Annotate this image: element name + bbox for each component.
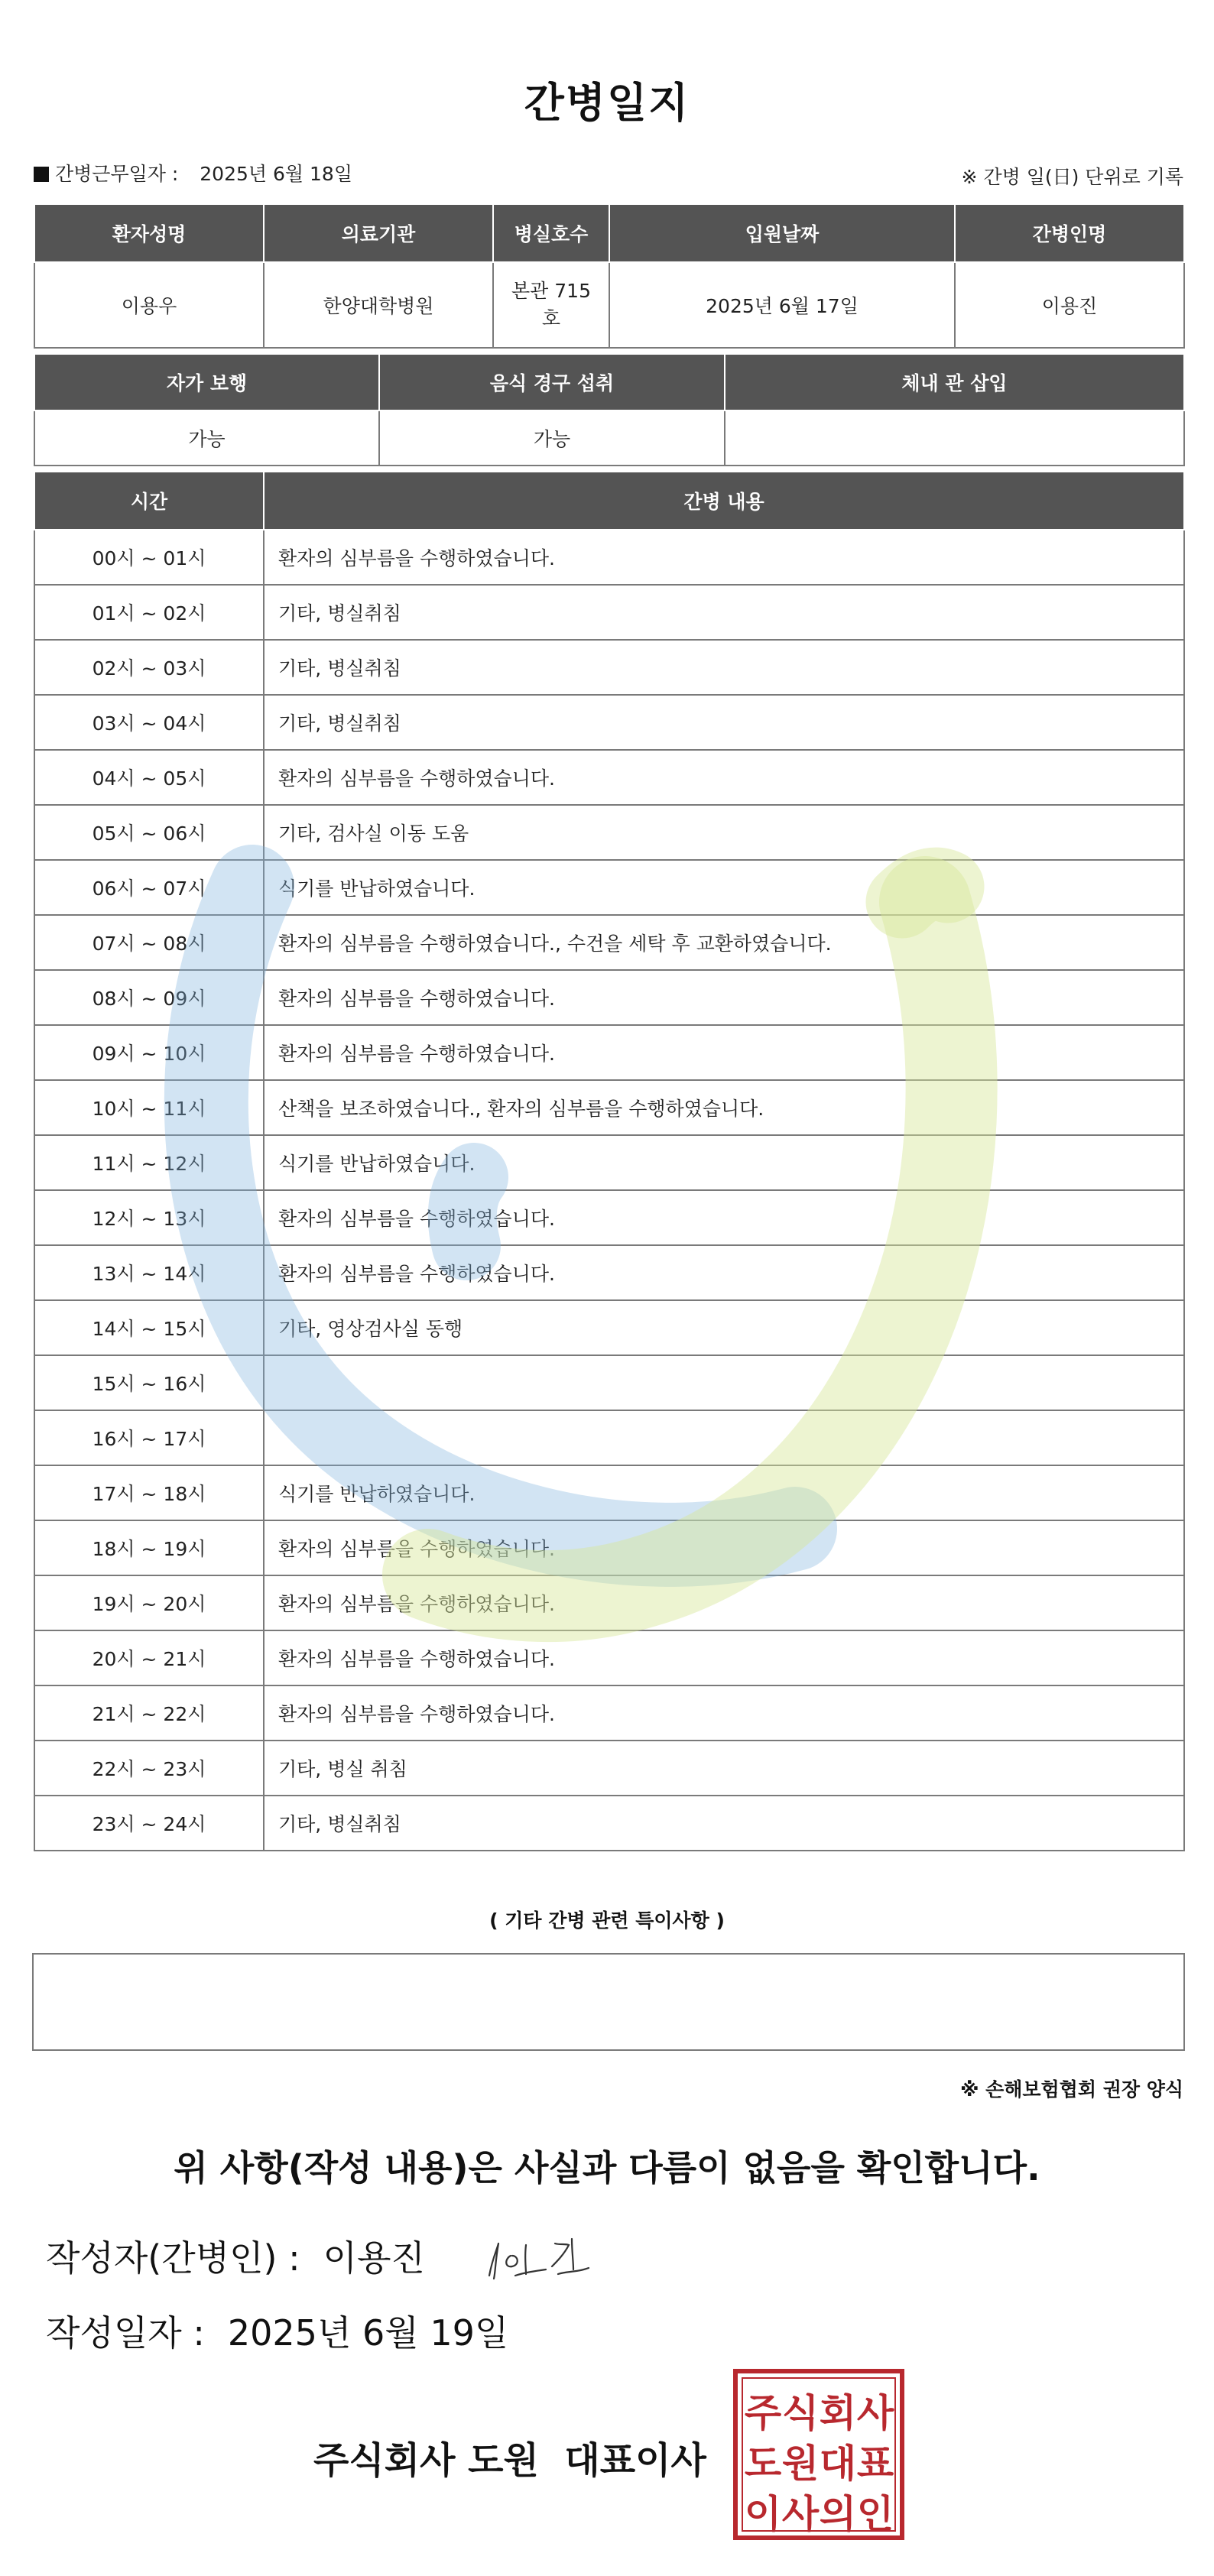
written-date-line: [46, 2305, 508, 2356]
care-log-row: [34, 1025, 1184, 1080]
care-log-content: 식기를 반납하였습니다.: [264, 1465, 1184, 1520]
care-log-content: 환자의 심부름을 수행하였습니다.: [264, 1520, 1184, 1575]
company-representative: 주식회사 도원 대표이사: [313, 2439, 706, 2482]
seal-glyph: 식: [781, 2391, 820, 2435]
header-walking: 자가 보행: [34, 355, 379, 410]
care-log-row: [34, 1410, 1184, 1465]
care-log-row: [34, 585, 1184, 640]
care-log-time: 01시 ~ 02시: [34, 585, 264, 640]
oral-intake-status: 가능: [379, 410, 725, 466]
page-title: 간병일지: [524, 79, 690, 127]
seal-glyph: 주: [744, 2391, 782, 2435]
walking-status: 가능: [34, 410, 379, 466]
header-oral-intake: 음식 경구 섭취: [379, 355, 725, 410]
patient-status-row: [34, 410, 1184, 466]
care-log-row: [34, 750, 1184, 805]
care-log-row: [34, 970, 1184, 1025]
seal-glyph: 인: [856, 2492, 894, 2536]
tube-status: [725, 410, 1184, 466]
care-log-time: 04시 ~ 05시: [34, 750, 264, 805]
extra-notes-title: ( 기타 간병 관련 특이사항 ): [489, 1909, 725, 1932]
care-log-content: 기타, 병실취침: [264, 1796, 1184, 1851]
seal-glyph: 표: [856, 2441, 894, 2486]
care-log-time: 11시 ~ 12시: [34, 1135, 264, 1190]
seal-glyph: 이: [744, 2492, 782, 2536]
care-log-content: 식기를 반납하였습니다.: [264, 860, 1184, 915]
care-log-time: 06시 ~ 07시: [34, 860, 264, 915]
care-log-row: [34, 1741, 1184, 1796]
care-log-time: 19시 ~ 20시: [34, 1575, 264, 1630]
care-log-row: [34, 1465, 1184, 1520]
bottom-notice: ※ 손해보험협회 권장 양식: [960, 2078, 1183, 2101]
header-caregiver-name: 간병인명: [955, 205, 1184, 262]
admission-date: 2025년 6월 17일: [609, 262, 955, 348]
care-log-content: 기타, 영상검사실 동행: [264, 1300, 1184, 1355]
seal-glyph: 사: [781, 2492, 820, 2536]
written-date-label: 작성일자 :: [46, 2312, 205, 2354]
writer-name: 이용진: [323, 2237, 425, 2279]
handwritten-signature: [482, 2228, 604, 2289]
care-log-row: [34, 1135, 1184, 1190]
care-log-time: 10시 ~ 11시: [34, 1080, 264, 1135]
care-log-body: [34, 530, 1184, 1851]
company-seal-stamp: [732, 2368, 905, 2541]
seal-glyph: 사: [856, 2391, 894, 2435]
care-log-content: 환자의 심부름을 수행하였습니다.: [264, 1190, 1184, 1245]
patient-status-table: [34, 355, 1185, 466]
care-log-content: 기타, 병실취침: [264, 585, 1184, 640]
care-log-time: 14시 ~ 15시: [34, 1300, 264, 1355]
care-log-content: 환자의 심부름을 수행하였습니다.: [264, 750, 1184, 805]
care-log-row: [34, 805, 1184, 860]
seal-glyph: 의: [819, 2492, 857, 2536]
patient-name: 이용우: [34, 262, 264, 348]
care-log-row: [34, 1685, 1184, 1741]
care-log-row: [34, 1355, 1184, 1410]
care-log-content: 기타, 병실취침: [264, 640, 1184, 695]
care-log-row: [34, 1575, 1184, 1630]
care-log-time: 23시 ~ 24시: [34, 1796, 264, 1851]
care-log-time: 16시 ~ 17시: [34, 1410, 264, 1465]
patient-info-table: [34, 205, 1185, 349]
patient-info-header-row: [34, 205, 1184, 262]
header-hospital: 의료기관: [264, 205, 493, 262]
care-log-row: [34, 915, 1184, 970]
patient-status-header-row: [34, 355, 1184, 410]
care-log-content: 산책을 보조하였습니다., 환자의 심부름을 수행하였습니다.: [264, 1080, 1184, 1135]
care-log-time: 13시 ~ 14시: [34, 1245, 264, 1300]
header-time: 시간: [34, 472, 264, 530]
care-log-time: 17시 ~ 18시: [34, 1465, 264, 1520]
care-log-row: [34, 1190, 1184, 1245]
care-log-header-row: [34, 472, 1184, 530]
care-log-content: 환자의 심부름을 수행하였습니다.: [264, 1630, 1184, 1685]
care-log-row: [34, 530, 1184, 585]
care-log-content: 식기를 반납하였습니다.: [264, 1135, 1184, 1190]
care-log-content: 환자의 심부름을 수행하였습니다., 수건을 세탁 후 교환하였습니다.: [264, 915, 1184, 970]
care-log-time: 00시 ~ 01시: [34, 530, 264, 585]
care-log-content: 환자의 심부름을 수행하였습니다.: [264, 1025, 1184, 1080]
header-room: 병실호수: [493, 205, 609, 262]
care-log-content: 환자의 심부름을 수행하였습니다.: [264, 1575, 1184, 1630]
care-log-time: 12시 ~ 13시: [34, 1190, 264, 1245]
header-admission-date: 입원날짜: [609, 205, 955, 262]
seal-glyph: 대: [819, 2441, 857, 2486]
care-log-content: 환자의 심부름을 수행하였습니다.: [264, 530, 1184, 585]
care-log-table: [34, 472, 1185, 1851]
care-log-time: 21시 ~ 22시: [34, 1685, 264, 1741]
room-number: 본관 715호: [493, 262, 609, 348]
care-log-content: 기타, 병실취침: [264, 695, 1184, 750]
top-notice: ※ 간병 일(日) 단위로 기록: [961, 166, 1183, 188]
care-log-row: [34, 695, 1184, 750]
care-log-content: [264, 1355, 1184, 1410]
writer-line: [46, 2230, 425, 2281]
confirmation-statement: 위 사항(작성 내용)은 사실과 다름이 없음을 확인합니다.: [174, 2147, 1040, 2188]
care-log-content: [264, 1410, 1184, 1465]
care-log-content: 환자의 심부름을 수행하였습니다.: [264, 1245, 1184, 1300]
extra-notes-box: [32, 1953, 1185, 2051]
care-log-time: 07시 ~ 08시: [34, 915, 264, 970]
seal-glyph: 도: [744, 2441, 782, 2486]
care-log-time: 18시 ~ 19시: [34, 1520, 264, 1575]
patient-info-row: [34, 262, 1184, 348]
duty-date-label: 간병근무일자 :: [55, 163, 179, 185]
care-log-content: 환자의 심부름을 수행하였습니다.: [264, 1685, 1184, 1741]
square-bullet-icon: [34, 167, 49, 182]
care-log-time: 05시 ~ 06시: [34, 805, 264, 860]
care-log-row: [34, 1796, 1184, 1851]
caregiver-name: 이용진: [955, 262, 1184, 348]
care-log-time: 03시 ~ 04시: [34, 695, 264, 750]
care-log-row: [34, 1300, 1184, 1355]
writer-label: 작성자(간병인) :: [46, 2237, 300, 2279]
seal-glyph: 원: [781, 2441, 820, 2486]
header-tube: 체내 관 삽입: [725, 355, 1184, 410]
care-log-content: 기타, 병실 취침: [264, 1741, 1184, 1796]
seal-glyph: 회: [819, 2391, 857, 2435]
care-log-time: 08시 ~ 09시: [34, 970, 264, 1025]
care-log-content: 기타, 검사실 이동 도움: [264, 805, 1184, 860]
care-log-time: 09시 ~ 10시: [34, 1025, 264, 1080]
care-log-row: [34, 1245, 1184, 1300]
duty-date-value: 2025년 6월 18일: [200, 163, 352, 185]
care-log-row: [34, 1080, 1184, 1135]
care-log-time: 15시 ~ 16시: [34, 1355, 264, 1410]
hospital-name: 한양대학병원: [264, 262, 493, 348]
header-care-content: 간병 내용: [264, 472, 1184, 530]
care-log-time: 02시 ~ 03시: [34, 640, 264, 695]
care-log-row: [34, 1520, 1184, 1575]
care-log-row: [34, 640, 1184, 695]
care-log-time: 20시 ~ 21시: [34, 1630, 264, 1685]
header-patient-name: 환자성명: [34, 205, 264, 262]
written-date-value: 2025년 6월 19일: [227, 2312, 509, 2354]
care-log-time: 22시 ~ 23시: [34, 1741, 264, 1796]
care-log-content: 환자의 심부름을 수행하였습니다.: [264, 970, 1184, 1025]
care-log-row: [34, 860, 1184, 915]
care-log-row: [34, 1630, 1184, 1685]
duty-date-line: [34, 159, 352, 187]
